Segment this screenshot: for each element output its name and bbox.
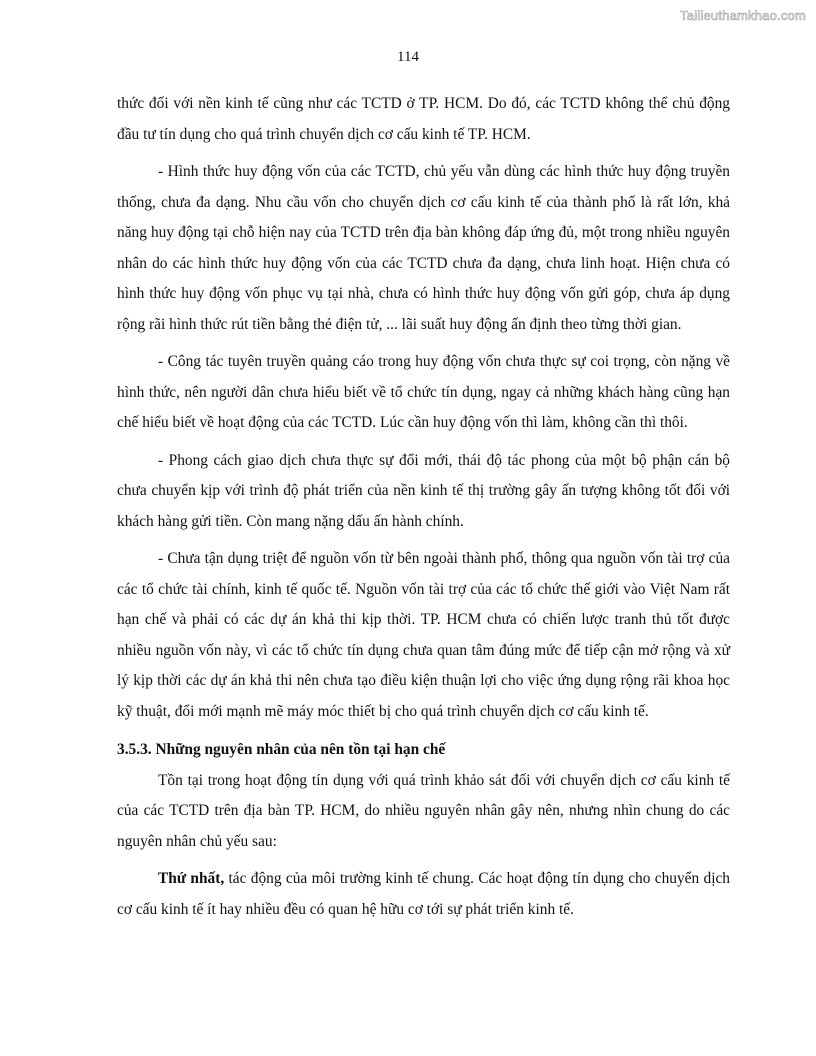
paragraph-1: thức đối với nền kinh tế cũng như các TCTD ở TP. HCM. Do đó, các TCTD không thể chủ động đầu tư tín dụng cho quá trình chuyển dịch cơ cấu kinh tế TP. HCM.: [117, 95, 730, 143]
paragraph-2: - Hình thức huy động vốn của các TCTD, chủ yếu vẫn dùng các hình thức huy động truyền thống, chưa đa dạng. Nhu cầu vốn cho chuyển dịch cơ cấu kinh tế của thành phố là rất lớn, khả năng huy động tại chỗ hiện nay của TCTD trên địa bàn không đáp ứng đủ, một trong nhiều nguyên nhân do các hình thức huy động vốn của các TCTD chưa đa dạng, chưa linh hoạt. Hiện chưa có hình thức huy động vốn phục vụ tại nhà, chưa có hình thức huy động vốn gửi góp, chưa áp dụng rộng rãi hình thức rút tiền bằng thẻ điện tử, ... lãi suất huy động ấn định theo từng thời gian.: [117, 163, 730, 333]
paragraph-4: - Phong cách giao dịch chưa thực sự đổi mới, thái độ tác phong của một bộ phận cán bộ chưa chuyển kịp với trình độ phát triển của nền kinh tế thị trường gây ấn tượng không tốt đối với khách hàng gửi tiền. Còn mang nặng dấu ấn hành chính.: [117, 451, 730, 530]
paragraph-5: - Chưa tận dụng triệt để nguồn vốn từ bên ngoài thành phố, thông qua nguồn vốn tài trợ của các tổ chức tài chính, kinh tế quốc tế. Nguồn vốn tài trợ của các tổ chức thế giới vào Việt Nam rất hạn chế và phải có các dự án khả thi kịp thời. TP. HCM chưa có chiến lược tranh thủ tốt được nhiều nguồn vốn này, vì các tổ chức tín dụng chưa quan tâm đúng mức để tiếp cận mở rộng và xử lý kịp thời các dự án khả thi nên chưa tạo điều kiện thuận lợi cho việc ứng dụng rộng rãi khoa học kỹ thuật, đổi mới mạnh mẽ máy móc thiết bị cho quá trình chuyển dịch cơ cấu kinh tế.: [117, 550, 730, 720]
page-number: 114: [397, 49, 419, 65]
paragraph-7-text: tác động của môi trường kinh tế chung. Các hoạt động tín dụng cho chuyển dịch cơ cấu kinh tế ít hay nhiều đều có quan hệ hữu cơ tới sự phát triển kinh tế.: [117, 870, 731, 918]
paragraph-7: [117, 864, 730, 925]
watermark: Tailieuthamkhao.com: [680, 8, 806, 23]
section-heading: 3.5.3. Những nguyên nhân của nên tồn tại hạn chế: [117, 741, 446, 758]
paragraph-3: - Công tác tuyên truyền quảng cáo trong huy động vốn chưa thực sự coi trọng, còn nặng về hình thức, nên người dân chưa hiểu biết về tổ chức tín dụng, ngay cả những khách hàng cũng hạn chế hiểu biết về hoạt động của các TCTD. Lúc cần huy động vốn thì làm, không cần thì thôi.: [117, 353, 730, 431]
document-body: [117, 89, 730, 925]
paragraph-7-lead: Thứ nhất,: [158, 870, 225, 887]
paragraph-6: Tồn tại trong hoạt động tín dụng với quá trình khảo sát đối với chuyển dịch cơ cấu kinh tế của các TCTD trên địa bàn TP. HCM, do nhiều nguyên nhân gây nên, nhưng nhìn chung do các nguyên nhân chủ yếu sau:: [117, 771, 730, 850]
